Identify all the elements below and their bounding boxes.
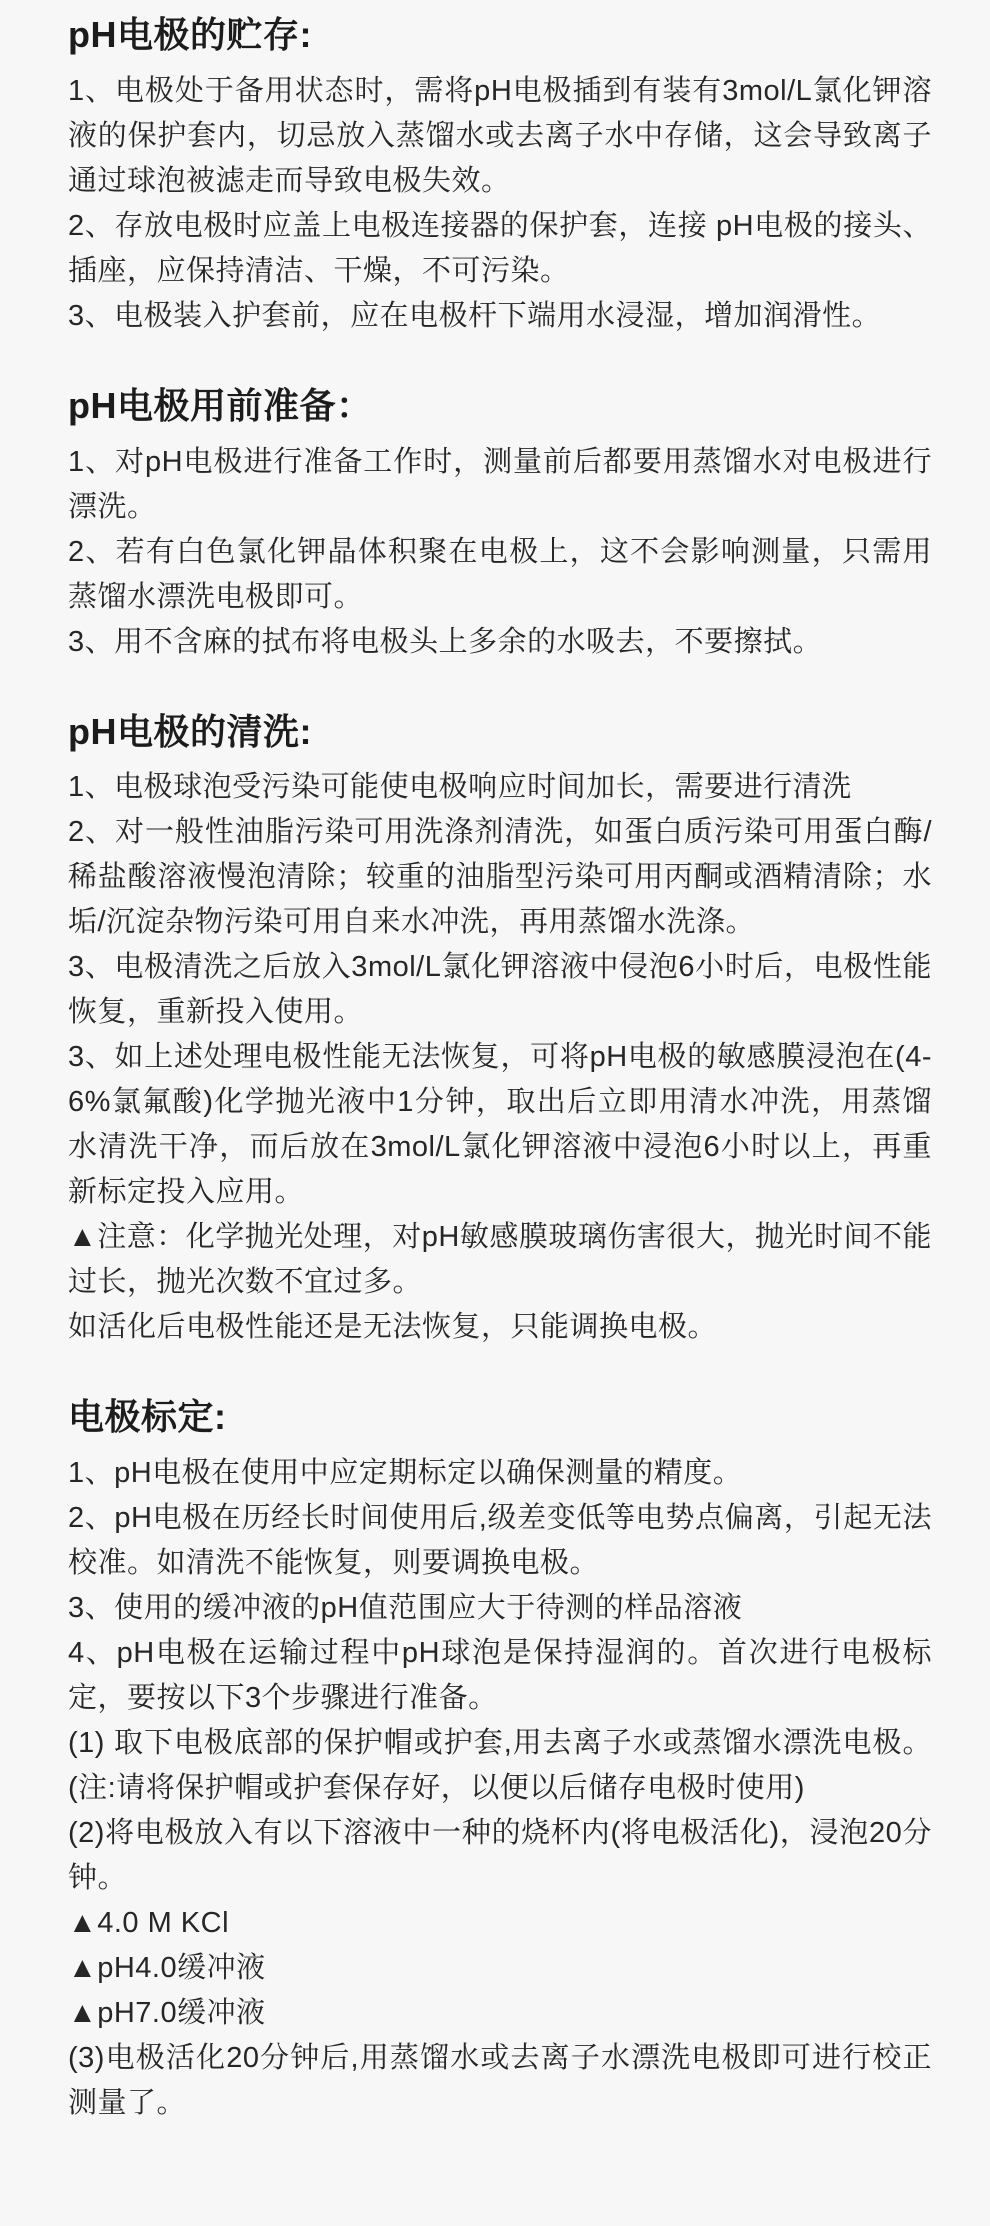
section-storage bbox=[68, 12, 932, 339]
section-cleaning bbox=[68, 709, 932, 1351]
section-calibration-heading: 电极标定: bbox=[68, 1396, 227, 1438]
paragraph: 1、对pH电极进行准备工作时，测量前后都要用蒸馏水对电极进行漂洗。 bbox=[68, 445, 932, 523]
paragraph: 3、电极清洗之后放入3mol/L氯化钾溶液中侵泡6小时后，电极性能恢复，重新投入使用。 bbox=[68, 951, 932, 1029]
paragraph: 1、电极处于备用状态时，需将pH电极插到有装有3mol/L氯化钾溶液的保护套内，切忌放入蒸馏水或去离子水中存储，这会导致离子通过球泡被滤走而导致电极失效。 bbox=[68, 74, 932, 197]
paragraph: 4、pH电极在运输过程中pH球泡是保持湿润的。首次进行电极标定，要按以下3个步骤进行准备。 bbox=[68, 1637, 932, 1715]
paragraph: 2、对一般性油脂污染可用洗涤剂清洗，如蛋白质污染可用蛋白酶/稀盐酸溶液慢泡清除；较重的油脂型污染可用丙酮或酒精清除；水垢/沉淀杂物污染可用自来水冲洗，再用蒸馏水洗涤。 bbox=[68, 816, 932, 939]
paragraph: 3、使用的缓冲液的pH值范围应大于待测的样品溶液 bbox=[68, 1592, 743, 1625]
section-preparation-heading: pH电极用前准备： bbox=[68, 384, 373, 426]
paragraph: 2、pH电极在历经长时间使用后,级差变低等电势点偏离，引起无法校准。如清洗不能恢复，则要调换电极。 bbox=[68, 1502, 932, 1580]
paragraph: 2、存放电极时应盖上电极连接器的保护套，连接 pH电极的接头、插座，应保持清洁、干燥，不可污染。 bbox=[68, 209, 932, 287]
section-storage-heading: pH电极的贮存: bbox=[68, 14, 312, 55]
paragraph: 3、如上述处理电极性能无法恢复，可将pH电极的敏感膜浸泡在(4-6%氯氟酸)化学抛光液中1分钟，取出后立即用清水冲洗，用蒸馏水清洗干净，而后放在3mol/L氯化钾溶液中浸泡6小时以上，再重新标定投入应用。 bbox=[68, 1041, 932, 1209]
paragraph-step: (3)电极活化20分钟后,用蒸馏水或去离子水漂洗电极即可进行校正测量了。 bbox=[68, 2042, 932, 2120]
section-calibration bbox=[68, 1394, 932, 2126]
paragraph: 1、电极球泡受污染可能使电极响应时间加长，需要进行清洗 bbox=[68, 771, 852, 804]
paragraph: 1、pH电极在使用中应定期标定以确保测量的精度。 bbox=[68, 1457, 743, 1490]
paragraph-step: (1) 取下电极底部的保护帽或护套,用去离子水或蒸馏水漂洗电极。(注:请将保护帽或护套保存好，以便以后储存电极时使用) bbox=[68, 1727, 932, 1805]
paragraph-bullet: ▲pH7.0缓冲液 bbox=[68, 1997, 266, 2030]
paragraph: 如活化后电极性能还是无法恢复，只能调换电极。 bbox=[68, 1311, 718, 1344]
paragraph: 2、若有白色氯化钾晶体积聚在电极上，这不会影响测量，只需用蒸馏水漂洗电极即可。 bbox=[68, 535, 932, 613]
section-preparation bbox=[68, 383, 932, 665]
paragraph-bullet: ▲pH4.0缓冲液 bbox=[68, 1952, 266, 1985]
paragraph: 3、用不含麻的拭布将电极头上多余的水吸去，不要擦拭。 bbox=[68, 625, 823, 658]
paragraph-bullet: ▲4.0 M KCl bbox=[68, 1907, 230, 1940]
paragraph-note: ▲注意：化学抛光处理，对pH敏感膜玻璃伤害很大，抛光时间不能过长，抛光次数不宜过多。 bbox=[68, 1221, 932, 1299]
section-cleaning-heading: pH电极的清洗: bbox=[68, 710, 312, 752]
paragraph-step: (2)将电极放入有以下溶液中一种的烧杯内(将电极活化)，浸泡20分钟。 bbox=[68, 1817, 932, 1895]
document-body bbox=[68, 12, 932, 2126]
paragraph: 3、电极装入护套前，应在电极杆下端用水浸湿，增加润滑性。 bbox=[68, 299, 882, 332]
